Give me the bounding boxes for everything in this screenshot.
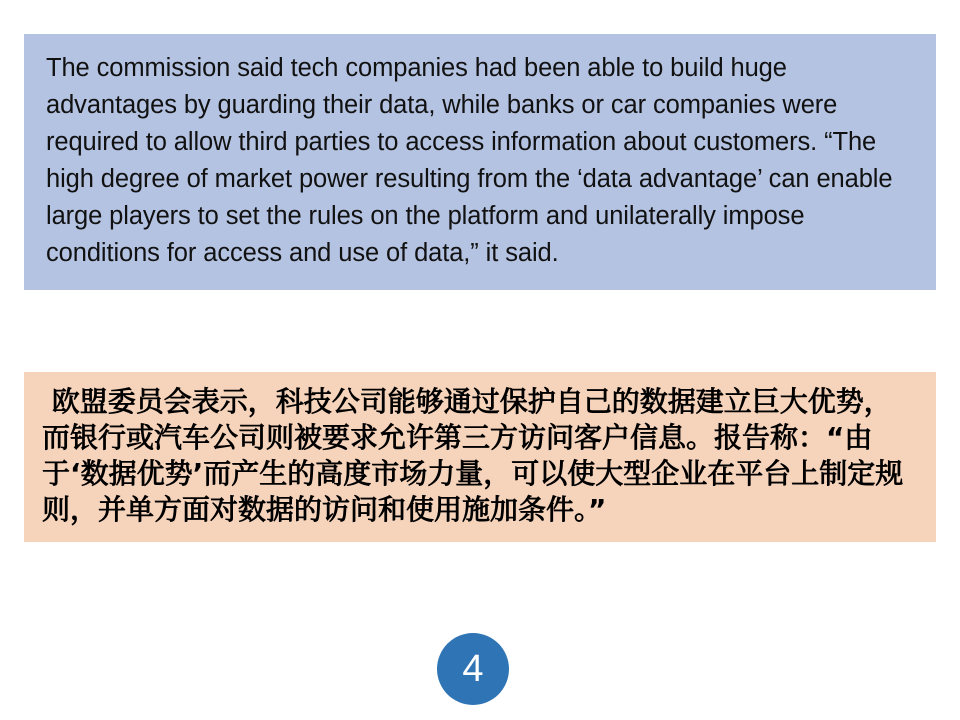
chinese-paragraph: 欧盟委员会表示，科技公司能够通过保护自己的数据建立巨大优势，而银行或汽车公司则被要求允许第三方访问客户信息。报告称：“由于‘数据优势’而产生的高度市场力量，可以使大型企业在平台上制定规则，并单方面对数据的访问和使用施加条件。” bbox=[42, 385, 904, 526]
english-paragraph: The commission said tech companies had been able to build huge advantages by guarding their data, while banks or car companies were required to allow third parties to access information about customers. “The high degree of market power resulting from the ‘data advantage’ can enable large players to set the rules on the platform and unilaterally impose conditions for access and use of data,” it said. bbox=[46, 54, 900, 267]
page-number-badge bbox=[437, 633, 509, 705]
page-number-label: 4 bbox=[462, 648, 484, 690]
english-text-box bbox=[24, 34, 936, 290]
chinese-text-box bbox=[24, 372, 936, 542]
